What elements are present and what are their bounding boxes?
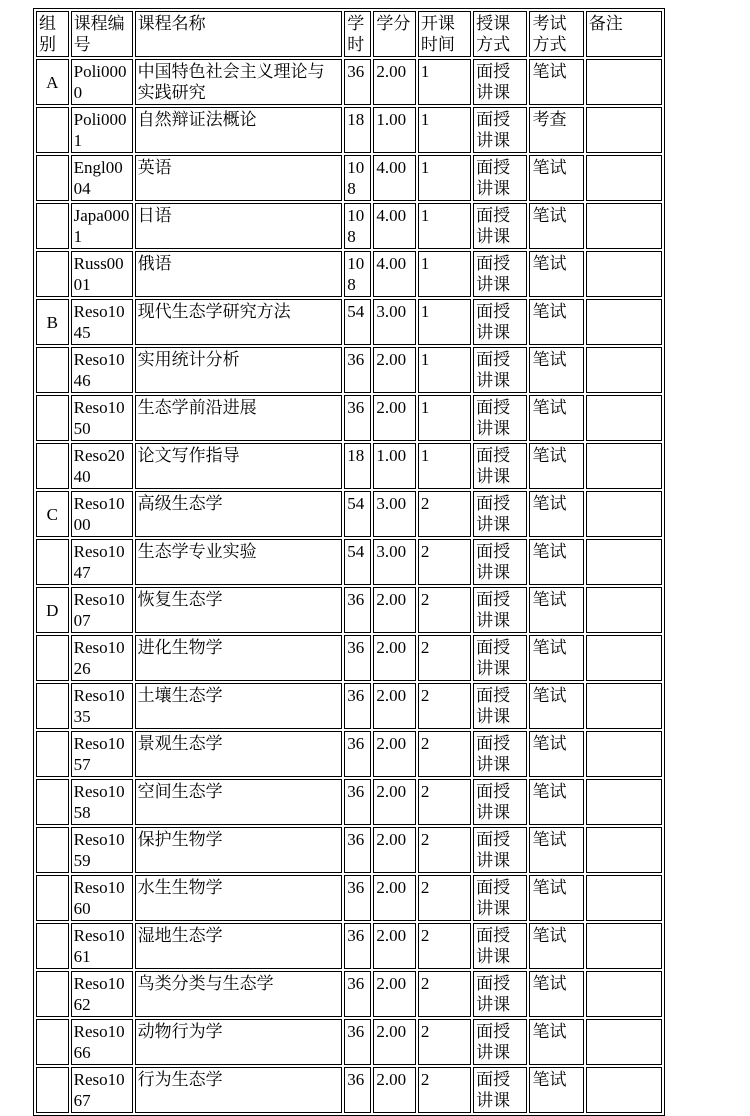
table-row <box>36 443 662 489</box>
cell-hours: 36 <box>344 347 371 393</box>
cell-hours: 18 <box>344 443 371 489</box>
cell-group <box>36 731 69 777</box>
cell-credits: 2.00 <box>373 971 415 1017</box>
cell-credits: 2.00 <box>373 827 415 873</box>
cell-name: 景观生态学 <box>135 731 343 777</box>
cell-term: 1 <box>418 107 471 153</box>
cell-notes <box>586 635 662 681</box>
cell-code: Reso1026 <box>71 635 133 681</box>
cell-credits: 2.00 <box>373 731 415 777</box>
cell-code: Reso1061 <box>71 923 133 969</box>
cell-name: 中国特色社会主义理论与实践研究 <box>135 59 343 105</box>
cell-notes <box>586 491 662 537</box>
table-row <box>36 395 662 441</box>
cell-code: Reso1059 <box>71 827 133 873</box>
cell-exam: 笔试 <box>529 395 583 441</box>
cell-credits: 3.00 <box>373 539 415 585</box>
cell-name: 实用统计分析 <box>135 347 343 393</box>
cell-name: 鸟类分类与生态学 <box>135 971 343 1017</box>
cell-notes <box>586 155 662 201</box>
cell-group <box>36 251 69 297</box>
cell-notes <box>586 587 662 633</box>
cell-group <box>36 203 69 249</box>
cell-term: 2 <box>418 491 471 537</box>
cell-notes <box>586 395 662 441</box>
cell-group <box>36 1019 69 1065</box>
cell-name: 日语 <box>135 203 343 249</box>
cell-mode: 面授讲课 <box>473 971 527 1017</box>
cell-notes <box>586 779 662 825</box>
cell-credits: 2.00 <box>373 683 415 729</box>
cell-exam: 笔试 <box>529 443 583 489</box>
cell-exam: 笔试 <box>529 875 583 921</box>
cell-credits: 2.00 <box>373 347 415 393</box>
cell-name: 论文写作指导 <box>135 443 343 489</box>
cell-credits: 2.00 <box>373 1067 415 1113</box>
cell-code: Reso1045 <box>71 299 133 345</box>
cell-exam: 笔试 <box>529 251 583 297</box>
cell-mode: 面授讲课 <box>473 875 527 921</box>
cell-mode: 面授讲课 <box>473 155 527 201</box>
table-row <box>36 251 662 297</box>
cell-term: 2 <box>418 875 471 921</box>
cell-term: 2 <box>418 1019 471 1065</box>
cell-notes <box>586 1019 662 1065</box>
cell-code: Reso1000 <box>71 491 133 537</box>
cell-name: 生态学专业实验 <box>135 539 343 585</box>
table-row <box>36 731 662 777</box>
cell-notes <box>586 443 662 489</box>
cell-code: Reso1057 <box>71 731 133 777</box>
cell-mode: 面授讲课 <box>473 251 527 297</box>
header-mode: 授课方式 <box>473 11 527 57</box>
cell-term: 2 <box>418 539 471 585</box>
cell-term: 2 <box>418 683 471 729</box>
cell-group: C <box>36 491 69 537</box>
cell-group <box>36 107 69 153</box>
cell-code: Engl0004 <box>71 155 133 201</box>
cell-credits: 1.00 <box>373 107 415 153</box>
cell-group: D <box>36 587 69 633</box>
cell-hours: 108 <box>344 155 371 201</box>
cell-mode: 面授讲课 <box>473 635 527 681</box>
cell-exam: 笔试 <box>529 203 583 249</box>
cell-notes <box>586 251 662 297</box>
cell-name: 水生生物学 <box>135 875 343 921</box>
cell-exam: 笔试 <box>529 155 583 201</box>
cell-mode: 面授讲课 <box>473 923 527 969</box>
cell-code: Japa0001 <box>71 203 133 249</box>
cell-credits: 2.00 <box>373 59 415 105</box>
cell-hours: 108 <box>344 203 371 249</box>
cell-hours: 108 <box>344 251 371 297</box>
cell-credits: 2.00 <box>373 875 415 921</box>
cell-exam: 笔试 <box>529 683 583 729</box>
cell-code: Reso2040 <box>71 443 133 489</box>
cell-exam: 笔试 <box>529 299 583 345</box>
cell-term: 1 <box>418 395 471 441</box>
table-row <box>36 1019 662 1065</box>
cell-group <box>36 971 69 1017</box>
cell-hours: 36 <box>344 587 371 633</box>
cell-hours: 36 <box>344 923 371 969</box>
cell-exam: 笔试 <box>529 923 583 969</box>
header-group: 组别 <box>36 11 69 57</box>
cell-exam: 笔试 <box>529 827 583 873</box>
cell-credits: 2.00 <box>373 1019 415 1065</box>
cell-code: Reso1047 <box>71 539 133 585</box>
cell-code: Reso1050 <box>71 395 133 441</box>
cell-name: 保护生物学 <box>135 827 343 873</box>
cell-hours: 36 <box>344 971 371 1017</box>
cell-term: 2 <box>418 827 471 873</box>
cell-exam: 笔试 <box>529 59 583 105</box>
table-row <box>36 971 662 1017</box>
cell-exam: 笔试 <box>529 539 583 585</box>
cell-credits: 4.00 <box>373 251 415 297</box>
table-row <box>36 59 662 105</box>
cell-group <box>36 635 69 681</box>
cell-mode: 面授讲课 <box>473 779 527 825</box>
cell-exam: 笔试 <box>529 971 583 1017</box>
cell-hours: 36 <box>344 395 371 441</box>
header-hours: 学时 <box>344 11 371 57</box>
cell-code: Russ0001 <box>71 251 133 297</box>
cell-name: 英语 <box>135 155 343 201</box>
table-row <box>36 203 662 249</box>
cell-mode: 面授讲课 <box>473 59 527 105</box>
cell-hours: 54 <box>344 539 371 585</box>
cell-mode: 面授讲课 <box>473 347 527 393</box>
cell-mode: 面授讲课 <box>473 587 527 633</box>
cell-credits: 2.00 <box>373 395 415 441</box>
cell-group <box>36 875 69 921</box>
cell-mode: 面授讲课 <box>473 203 527 249</box>
cell-hours: 36 <box>344 635 371 681</box>
cell-notes <box>586 875 662 921</box>
cell-name: 进化生物学 <box>135 635 343 681</box>
table-row <box>36 155 662 201</box>
cell-name: 高级生态学 <box>135 491 343 537</box>
cell-group <box>36 347 69 393</box>
cell-mode: 面授讲课 <box>473 1019 527 1065</box>
header-credits: 学分 <box>373 11 415 57</box>
cell-credits: 2.00 <box>373 779 415 825</box>
table-row <box>36 1067 662 1113</box>
cell-code: Poli0000 <box>71 59 133 105</box>
cell-hours: 36 <box>344 1019 371 1065</box>
cell-code: Reso1066 <box>71 1019 133 1065</box>
cell-name: 现代生态学研究方法 <box>135 299 343 345</box>
cell-mode: 面授讲课 <box>473 683 527 729</box>
cell-term: 2 <box>418 971 471 1017</box>
cell-hours: 18 <box>344 107 371 153</box>
cell-group: A <box>36 59 69 105</box>
table-header-row <box>36 11 662 57</box>
cell-exam: 笔试 <box>529 731 583 777</box>
cell-name: 自然辩证法概论 <box>135 107 343 153</box>
cell-hours: 36 <box>344 779 371 825</box>
cell-term: 2 <box>418 779 471 825</box>
cell-term: 2 <box>418 587 471 633</box>
cell-code: Reso1058 <box>71 779 133 825</box>
table-row <box>36 299 662 345</box>
cell-mode: 面授讲课 <box>473 539 527 585</box>
cell-group <box>36 683 69 729</box>
cell-code: Reso1067 <box>71 1067 133 1113</box>
cell-mode: 面授讲课 <box>473 491 527 537</box>
cell-code: Reso1060 <box>71 875 133 921</box>
cell-group <box>36 395 69 441</box>
header-term: 开课时间 <box>418 11 471 57</box>
table-row <box>36 683 662 729</box>
cell-name: 俄语 <box>135 251 343 297</box>
cell-notes <box>586 107 662 153</box>
cell-code: Reso1007 <box>71 587 133 633</box>
cell-notes <box>586 971 662 1017</box>
cell-hours: 54 <box>344 299 371 345</box>
cell-notes <box>586 539 662 585</box>
cell-group <box>36 923 69 969</box>
cell-name: 动物行为学 <box>135 1019 343 1065</box>
table-row <box>36 491 662 537</box>
cell-term: 2 <box>418 635 471 681</box>
cell-mode: 面授讲课 <box>473 1067 527 1113</box>
header-notes: 备注 <box>586 11 662 57</box>
header-exam: 考试方式 <box>529 11 583 57</box>
header-code: 课程编号 <box>71 11 133 57</box>
cell-exam: 笔试 <box>529 635 583 681</box>
cell-mode: 面授讲课 <box>473 395 527 441</box>
table-row <box>36 875 662 921</box>
cell-notes <box>586 203 662 249</box>
cell-name: 生态学前沿进展 <box>135 395 343 441</box>
cell-term: 1 <box>418 443 471 489</box>
cell-credits: 3.00 <box>373 299 415 345</box>
cell-term: 1 <box>418 251 471 297</box>
cell-hours: 36 <box>344 731 371 777</box>
cell-code: Poli0001 <box>71 107 133 153</box>
cell-credits: 2.00 <box>373 635 415 681</box>
cell-mode: 面授讲课 <box>473 299 527 345</box>
cell-term: 1 <box>418 347 471 393</box>
cell-term: 2 <box>418 923 471 969</box>
cell-term: 1 <box>418 155 471 201</box>
cell-term: 1 <box>418 203 471 249</box>
cell-name: 行为生态学 <box>135 1067 343 1113</box>
cell-group <box>36 155 69 201</box>
cell-group <box>36 443 69 489</box>
cell-term: 1 <box>418 59 471 105</box>
cell-credits: 4.00 <box>373 203 415 249</box>
cell-notes <box>586 731 662 777</box>
cell-group <box>36 827 69 873</box>
cell-group <box>36 779 69 825</box>
cell-hours: 36 <box>344 683 371 729</box>
cell-hours: 36 <box>344 875 371 921</box>
table-row <box>36 539 662 585</box>
cell-name: 恢复生态学 <box>135 587 343 633</box>
cell-term: 2 <box>418 731 471 777</box>
cell-exam: 笔试 <box>529 491 583 537</box>
table-row <box>36 587 662 633</box>
cell-code: Reso1062 <box>71 971 133 1017</box>
cell-notes <box>586 827 662 873</box>
cell-exam: 笔试 <box>529 347 583 393</box>
cell-notes <box>586 299 662 345</box>
table-row <box>36 107 662 153</box>
cell-term: 1 <box>418 299 471 345</box>
cell-mode: 面授讲课 <box>473 443 527 489</box>
cell-mode: 面授讲课 <box>473 731 527 777</box>
cell-credits: 2.00 <box>373 923 415 969</box>
cell-code: Reso1046 <box>71 347 133 393</box>
cell-notes <box>586 347 662 393</box>
cell-credits: 2.00 <box>373 587 415 633</box>
cell-notes <box>586 683 662 729</box>
cell-group <box>36 1067 69 1113</box>
cell-exam: 考查 <box>529 107 583 153</box>
cell-notes <box>586 1067 662 1113</box>
cell-hours: 54 <box>344 491 371 537</box>
table-row <box>36 347 662 393</box>
table-row <box>36 779 662 825</box>
cell-mode: 面授讲课 <box>473 107 527 153</box>
header-name: 课程名称 <box>135 11 343 57</box>
cell-name: 空间生态学 <box>135 779 343 825</box>
course-table <box>33 8 665 1116</box>
table-row <box>36 923 662 969</box>
cell-hours: 36 <box>344 827 371 873</box>
cell-term: 2 <box>418 1067 471 1113</box>
cell-credits: 3.00 <box>373 491 415 537</box>
cell-exam: 笔试 <box>529 1067 583 1113</box>
cell-notes <box>586 923 662 969</box>
cell-hours: 36 <box>344 1067 371 1113</box>
table-body <box>36 59 662 1113</box>
cell-group <box>36 539 69 585</box>
cell-credits: 4.00 <box>373 155 415 201</box>
course-table-container <box>33 8 665 1116</box>
cell-code: Reso1035 <box>71 683 133 729</box>
cell-group: B <box>36 299 69 345</box>
cell-mode: 面授讲课 <box>473 827 527 873</box>
cell-name: 土壤生态学 <box>135 683 343 729</box>
cell-exam: 笔试 <box>529 1019 583 1065</box>
cell-name: 湿地生态学 <box>135 923 343 969</box>
table-row <box>36 635 662 681</box>
cell-hours: 36 <box>344 59 371 105</box>
table-row <box>36 827 662 873</box>
cell-notes <box>586 59 662 105</box>
cell-exam: 笔试 <box>529 779 583 825</box>
cell-exam: 笔试 <box>529 587 583 633</box>
cell-credits: 1.00 <box>373 443 415 489</box>
